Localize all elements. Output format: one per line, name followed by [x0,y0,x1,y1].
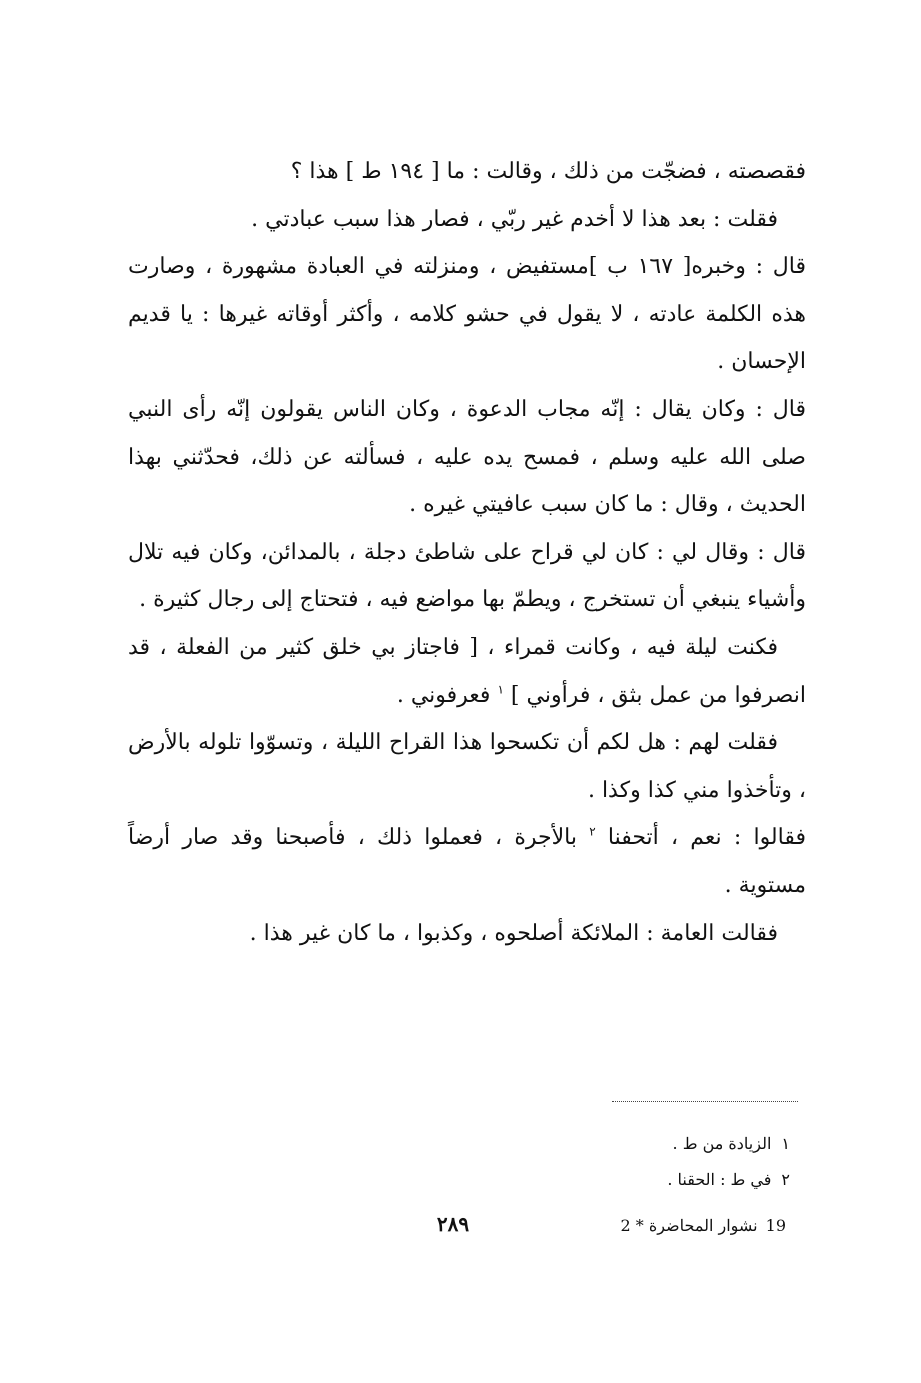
paragraph-4: قال : وكان يقال : إنّه مجاب الدعوة ، وكان الناس يقولون إنّه رأى النبي صلى الله عليه وسلم ، فمسح يده عليه ، فسألته عن ذلك، فحدّثني بهذا الحديث ، وقال : ما كان سبب عافيتي غيره . [128,396,806,518]
main-text [128,148,806,957]
signature-volume: 2 [620,1216,631,1235]
footnote-ref-2: ٢ [589,824,596,839]
printer-signature [560,1216,786,1235]
paragraph-8-end: بالأجرة ، فعملوا ذلك ، فأصبحنا وقد صار أرضاً مستوية . [128,825,806,898]
footnote-ref-1: ١ [497,682,504,697]
paragraph-7: فقلت لهم : هل لكم أن تكسحوا هذا القراح الليلة ، وتسوّوا تلوله بالأرض ، وتأخذوا مني كذا وكذا . [128,730,806,803]
footnote-2-text: في ط : الحقنا . [667,1170,772,1189]
footnote-1 [500,1126,790,1162]
paragraph-6-end: فعرفوني . [396,682,491,708]
footnote-1-number: ١ [781,1134,790,1153]
footnote-1-text: الزيادة من ط . [672,1134,772,1153]
footnote-2 [500,1162,790,1198]
paragraph-2: فقلت : بعد هذا لا أخدم غير ربّي ، فصار هذا سبب عبادتي . [251,206,778,232]
paragraph-8 [128,814,806,909]
footnote-divider [612,1101,798,1102]
footnote-2-number: ٢ [781,1170,790,1189]
paragraph-9: فقالت العامة : الملائكة أصلحوه ، وكذبوا ، ما كان غير هذا . [249,920,778,946]
signature-number: 19 [765,1216,786,1235]
signature-star: * [635,1216,644,1235]
paragraph-8-start: فقالوا : نعم ، أتحفنا [607,825,806,851]
paragraph-5: قال : وقال لي : كان لي قراح على شاطئ دجلة ، بالمدائن، وكان فيه تلال وأشياء ينبغي أن تستخرج ، ويطمّ بها مواضع فيه ، فتحتاج إلى رجال كثيرة . [128,539,806,613]
page-number: ٢٨٩ [436,1212,470,1236]
paragraph-6 [128,624,806,719]
paragraph-6-text: فكنت ليلة فيه ، وكانت قمراء ، [ فاجتاز بي خلق كثير من الفعلة ، قد انصرفوا من عمل بثق ، فرأوني ] [128,634,806,708]
signature-title: نشوار المحاضرة [648,1216,758,1235]
footnotes [500,1126,790,1198]
paragraph-1: فقصصته ، فضجّت من ذلك ، وقالت : ما [ ١٩٤ ط ] هذا ؟ [290,159,806,184]
paragraph-3: قال : وخبره[ ١٦٧ ب ]مستفيض ، ومنزلته في العبادة مشهورة ، وصارت هذه الكلمة عادته ، لا يقول في حشو كلامه ، وأكثر أوقاته غيرها : يا قديم الإحسان . [128,254,806,375]
